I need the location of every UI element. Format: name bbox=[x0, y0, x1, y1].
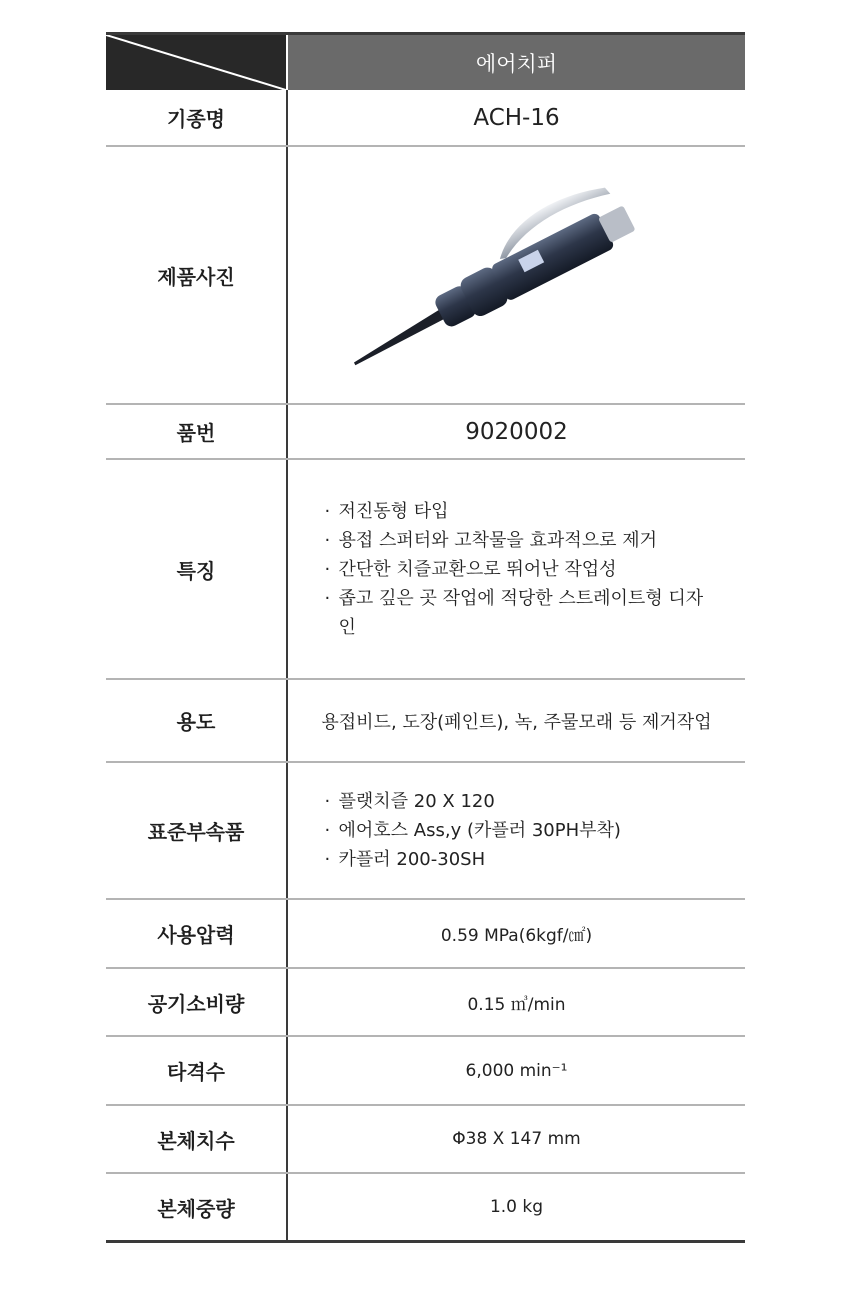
row-label: 기종명 bbox=[106, 90, 288, 145]
row-value: 1.0 kg bbox=[489, 1197, 544, 1217]
row-label: 특징 bbox=[106, 460, 288, 678]
spec-table bbox=[106, 32, 745, 1243]
row-value: 0.59 MPa(6kgf/㎠) bbox=[440, 926, 593, 946]
row-value: ACH-16 bbox=[473, 104, 560, 131]
row-label: 용도 bbox=[106, 680, 288, 761]
list-item: · 좁고 깊은 곳 작업에 적당한 스트레이트형 디자인 bbox=[317, 584, 717, 642]
row-value: Φ38 X 147 mm bbox=[452, 1129, 581, 1149]
row-label: 표준부속품 bbox=[106, 763, 288, 898]
row-label: 공기소비량 bbox=[106, 969, 288, 1035]
list-item: · 카플러 200-30SH bbox=[317, 845, 717, 874]
row-value: 6,000 min⁻¹ bbox=[465, 1060, 568, 1081]
row-value bbox=[288, 460, 745, 678]
row-value: 0.15 ㎥/min bbox=[467, 994, 566, 1015]
row-label: 타격수 bbox=[106, 1037, 288, 1104]
features-list bbox=[317, 497, 717, 642]
air-chipper-photo bbox=[288, 147, 745, 403]
row-model bbox=[106, 90, 745, 147]
row-label: 사용압력 bbox=[106, 900, 288, 967]
diagonal-line-icon bbox=[106, 35, 286, 90]
row-label: 본체치수 bbox=[106, 1106, 288, 1172]
row-accessories bbox=[106, 763, 745, 900]
row-part-number bbox=[106, 405, 745, 460]
row-weight bbox=[106, 1174, 745, 1240]
row-features bbox=[106, 460, 745, 680]
row-value bbox=[288, 763, 745, 898]
row-dimensions bbox=[106, 1106, 745, 1174]
row-label: 품번 bbox=[106, 405, 288, 458]
row-usage bbox=[106, 680, 745, 763]
row-photo bbox=[106, 147, 745, 405]
row-value: 9020002 bbox=[465, 418, 568, 445]
product-title: 에어치퍼 bbox=[288, 35, 745, 90]
list-item: · 용접 스퍼터와 고착물을 효과적으로 제거 bbox=[317, 526, 717, 555]
list-item: · 저진동형 타입 bbox=[317, 497, 717, 526]
list-item: · 에어호스 Ass,y (카플러 30PH부착) bbox=[317, 816, 717, 845]
list-item: · 플랫치즐 20 X 120 bbox=[317, 787, 717, 816]
table-header bbox=[106, 35, 745, 90]
row-label: 본체중량 bbox=[106, 1174, 288, 1240]
accessories-list bbox=[317, 787, 717, 874]
row-pressure bbox=[106, 900, 745, 969]
header-corner-cell bbox=[106, 35, 288, 90]
row-value bbox=[288, 147, 745, 403]
row-air-consumption bbox=[106, 969, 745, 1037]
list-item: · 간단한 치즐교환으로 뛰어난 작업성 bbox=[317, 555, 717, 584]
row-blows bbox=[106, 1037, 745, 1106]
row-label: 제품사진 bbox=[106, 147, 288, 403]
row-value: 용접비드, 도장(페인트), 녹, 주물모래 등 제거작업 bbox=[321, 711, 712, 733]
